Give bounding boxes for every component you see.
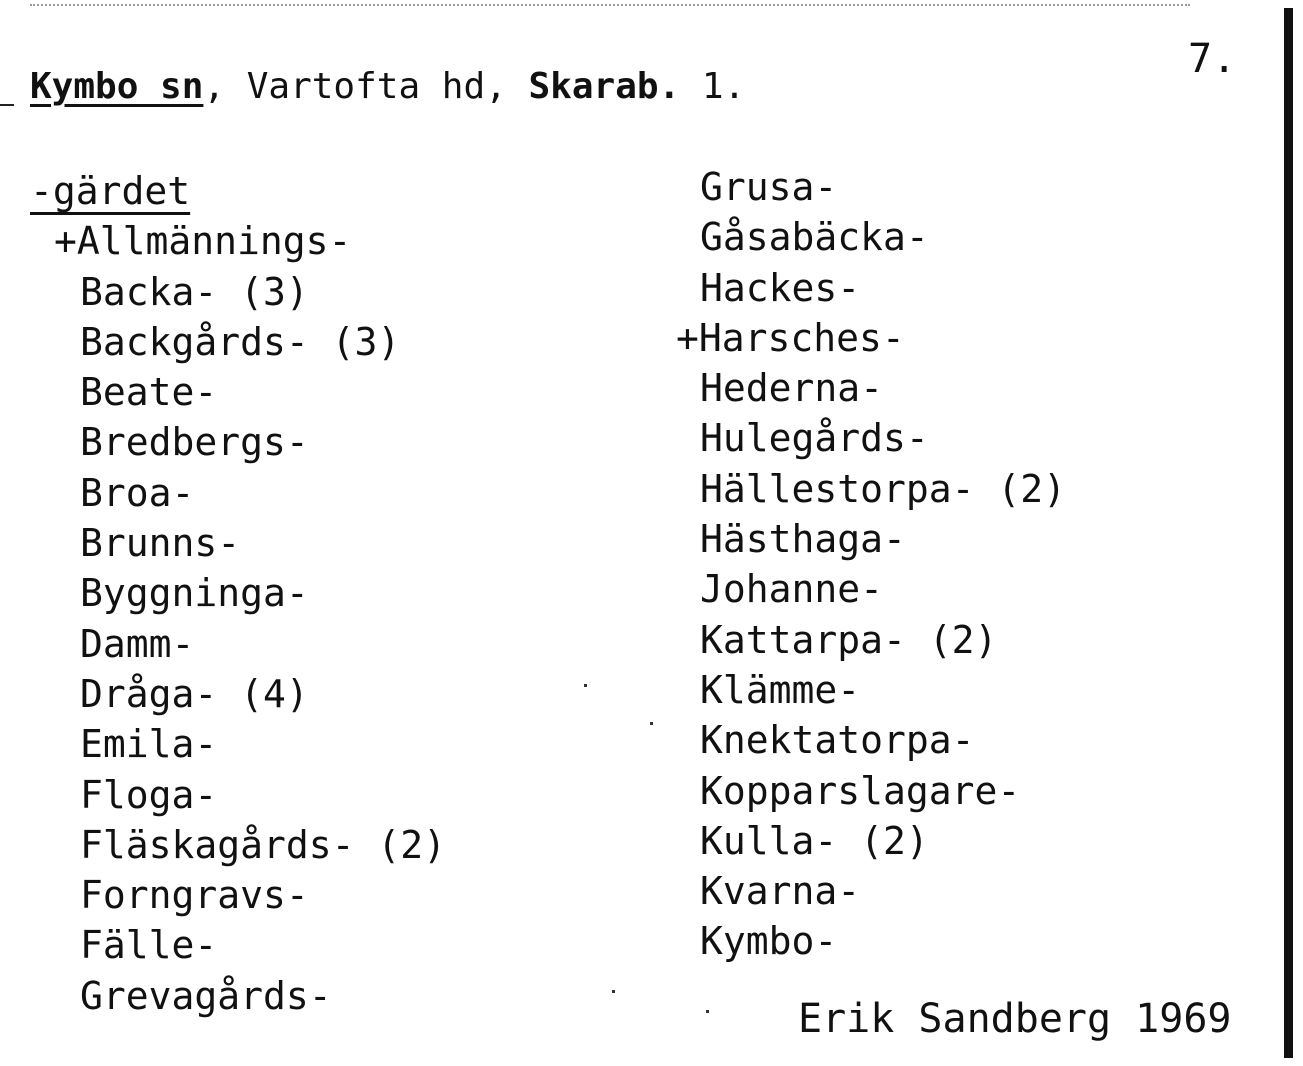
place-name-list-left	[30, 166, 446, 1021]
list-item: Hästhaga-	[700, 517, 906, 562]
list-item: Klämme-	[700, 667, 861, 712]
list-item: Grusa-	[700, 165, 838, 209]
list-item: Knektatorpa-	[700, 718, 975, 763]
list-item: Forngravs-	[80, 873, 309, 918]
list-item: Kvarna-	[700, 869, 861, 914]
county-name: Skarab.	[528, 66, 681, 107]
list-item: Johanne-	[700, 567, 884, 612]
ink-speck	[584, 684, 587, 687]
ink-speck	[650, 722, 653, 725]
place-name-list-right	[676, 162, 1066, 967]
county-suffix: 1.	[680, 66, 746, 107]
list-item: Byggninga-	[80, 571, 309, 616]
signature: Erik Sandberg 1969	[798, 996, 1232, 1042]
list-item: Dråga- (4)	[80, 671, 309, 716]
list-item: Backa- (3)	[80, 269, 309, 314]
list-item: Fälle-	[80, 923, 218, 968]
card-left-mark	[0, 104, 14, 106]
card-top-edge	[30, 4, 1190, 8]
list-item: Emila-	[80, 722, 218, 767]
ink-speck	[706, 1010, 709, 1013]
list-item: Kattarpa- (2)	[700, 617, 998, 662]
list-item: +Harsches-	[676, 315, 905, 360]
list-item: Hackes-	[700, 265, 861, 310]
card-right-edge	[1284, 8, 1293, 1058]
list-item: Broa-	[80, 470, 195, 515]
list-item: Hederna-	[700, 366, 884, 411]
page-number: 7.	[1188, 36, 1237, 82]
list-item: Grevagårds-	[80, 973, 332, 1018]
list-item: +Allmännings-	[54, 219, 352, 264]
district-name: , Vartofta hd,	[203, 66, 529, 107]
list-item: Kulla- (2)	[700, 818, 929, 863]
list-item: Fläskagårds- (2)	[80, 822, 447, 867]
list-item: Damm-	[80, 621, 195, 666]
list-item: Gåsabäcka-	[700, 215, 929, 260]
ink-speck	[612, 990, 615, 993]
list-item: Beate-	[80, 370, 218, 415]
list-item: Bredbergs-	[80, 420, 309, 465]
list-item: Hällestorpa- (2)	[700, 466, 1067, 511]
list-item: Kopparslagare-	[700, 768, 1021, 813]
list-item: Brunns-	[80, 521, 241, 566]
list-item: Hulegårds-	[700, 416, 929, 461]
list-item: Kymbo-	[700, 919, 838, 964]
list-item: Backgårds- (3)	[80, 319, 401, 364]
parish-name: Kymbo sn	[30, 66, 204, 107]
card-heading	[30, 66, 745, 107]
list-item: Floga-	[80, 772, 218, 817]
list-heading-gardet: -gärdet	[30, 169, 191, 213]
